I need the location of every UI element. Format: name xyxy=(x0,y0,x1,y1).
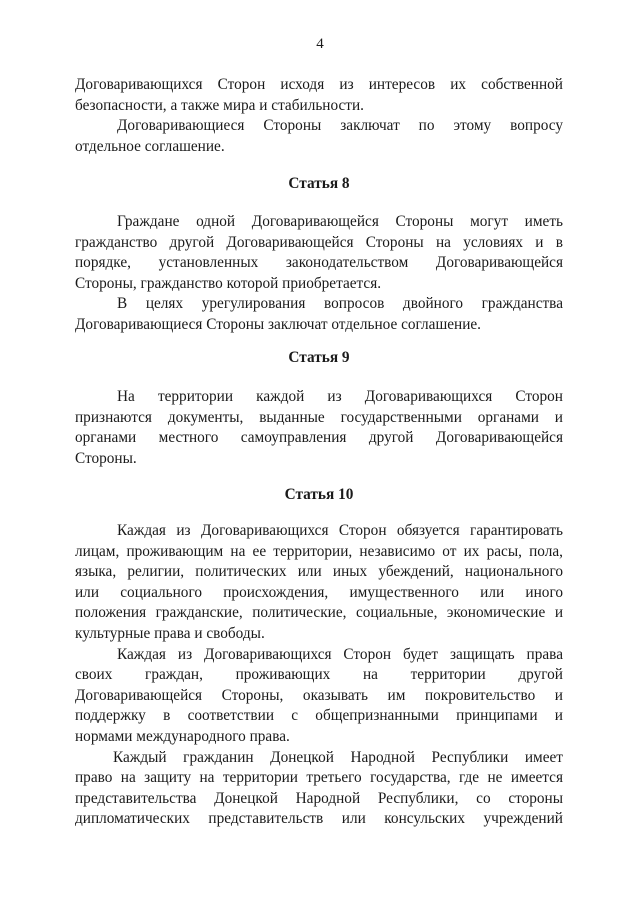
text-line: Каждая из Договаривающихся Сторон обязуется гарантировать xyxy=(117,522,563,539)
text-line: или социального происхождения, имущественного или иного xyxy=(75,583,563,601)
text-line: представительства Донецкой Народной Республики, со стороны xyxy=(75,789,563,807)
article-heading-text: Статья 9 xyxy=(288,349,350,366)
text-line: Договаривающейся Стороны, оказывать им покровительство и xyxy=(75,686,563,704)
text-line: Граждане одной Договаривающейся Стороны могут иметь xyxy=(117,213,563,230)
text-line: Договаривающихся Сторон исходя из интересов их собственной xyxy=(75,76,563,93)
text-line: гражданство другой Договаривающейся Стороны на условиях и в xyxy=(75,233,563,251)
article-heading xyxy=(75,173,563,195)
text-line: признаются документы, выданные государственными органами и xyxy=(75,408,563,426)
text-line: Каждая из Договаривающихся Сторон будет защищать права xyxy=(117,645,563,663)
text-line: право на защиту на территории третьего государства, где не имеется xyxy=(75,769,563,787)
text-line: лицам, проживающим на ее территории, независимо от их расы, пола, xyxy=(75,542,563,560)
text-line: Каждый гражданин Донецкой Народной Республики имеет xyxy=(113,748,563,766)
article-heading-text: Статья 10 xyxy=(284,486,354,503)
paragraph-block xyxy=(75,212,563,336)
text-line: порядке, установленных законодательством Договаривающейся xyxy=(75,254,563,272)
text-line: дипломатических представительств или консульских учреждений xyxy=(75,810,563,828)
text-line: органами местного самоуправления другой Договаривающейся xyxy=(75,429,563,447)
article-heading xyxy=(75,347,563,369)
text-line: Стороны, гражданство которой приобретается. xyxy=(75,274,382,292)
text-line: положения гражданские, политические, социальные, экономические и xyxy=(75,604,563,622)
text-line: отдельное соглашение. xyxy=(75,137,225,155)
text-line: нормами международного права. xyxy=(75,727,290,745)
text-line: языка, религии, политических или иных убеждений, национального xyxy=(75,563,563,581)
page-number: 4 xyxy=(316,36,324,52)
article-heading xyxy=(75,484,563,506)
text-line: поддержку в соответствии с общепризнанными принципами и xyxy=(75,707,563,725)
text-line: На территории каждой из Договаривающихся Сторон xyxy=(117,388,563,405)
article-heading-text: Статья 8 xyxy=(288,175,350,192)
text-line: Стороны. xyxy=(75,449,137,467)
paragraph-block xyxy=(75,387,563,469)
text-line: безопасности, а также мира и стабильности. xyxy=(75,96,365,114)
paragraph-block xyxy=(75,75,563,157)
text-line: Договаривающиеся Стороны заключат по этому вопросу xyxy=(117,117,563,135)
text-line: Договаривающиеся Стороны заключат отдельное соглашение. xyxy=(75,315,482,333)
text-line: своих граждан, проживающих на территории другой xyxy=(75,666,563,684)
text-line: В целях урегулирования вопросов двойного гражданства xyxy=(117,295,563,313)
text-line: культурные права и свободы. xyxy=(75,624,265,642)
paragraph-block xyxy=(75,521,563,830)
